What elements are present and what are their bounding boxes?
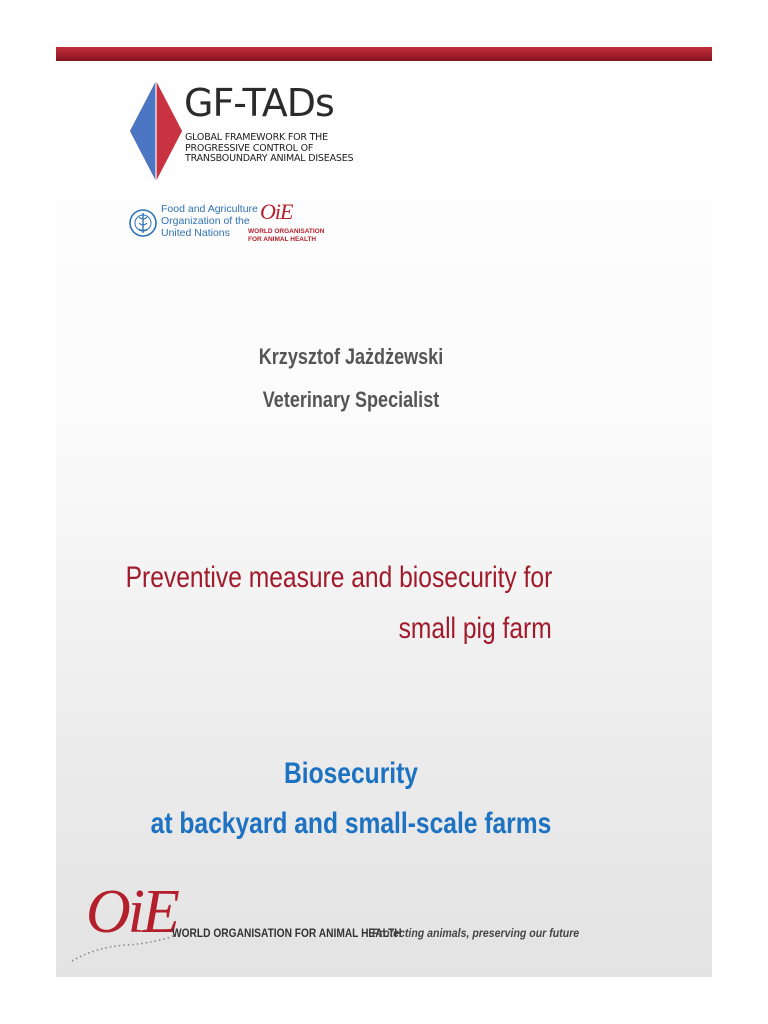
fao-text [161,203,258,239]
presentation-title-line-1: Preventive measure and biosecurity for [125,561,552,594]
oie-small-mark: OiE [260,199,293,224]
presentation-title-line-2: small pig farm [398,612,552,645]
author-name: Krzysztof Jażdżewski [258,344,444,369]
oie-small-text [248,228,324,244]
subtitle-line-1: Biosecurity [284,757,418,790]
oie-mark: OiE [86,878,177,946]
top-accent-bar [56,47,712,61]
oie-small-text-line: WORLD ORGANISATION [248,228,325,235]
footer-organisation: WORLD ORGANISATION FOR ANIMAL HEALTH [172,926,402,940]
gftads-logo [128,77,354,187]
author-role: Veterinary Specialist [262,387,440,412]
oie-small-logo [248,197,325,257]
gftads-title: GF-TADs [184,81,334,125]
fao-text-line: Organization of the [161,215,250,227]
fao-text-line: United Nations [161,227,230,239]
fao-emblem-icon [128,199,158,247]
subtitle-line-2: at backyard and small-scale farms [150,807,552,840]
gftads-subtitle-line: TRANSBOUNDARY ANIMAL DISEASES [185,153,354,164]
gftads-subtitle-line: PROGRESSIVE CONTROL OF [185,142,314,154]
fao-text-line: Food and Agriculture [161,203,258,215]
diamond-icon [128,77,188,187]
gftads-subtitle-line: GLOBAL FRAMEWORK FOR THE [185,132,328,143]
gftads-subtitle [185,133,353,165]
footer-oie-logo [66,877,586,967]
footer-tagline: Protecting animals, preserving our future [372,926,580,940]
slide [56,47,712,977]
fao-logo [128,199,258,251]
oie-small-text-line: FOR ANIMAL HEALTH [248,236,317,243]
